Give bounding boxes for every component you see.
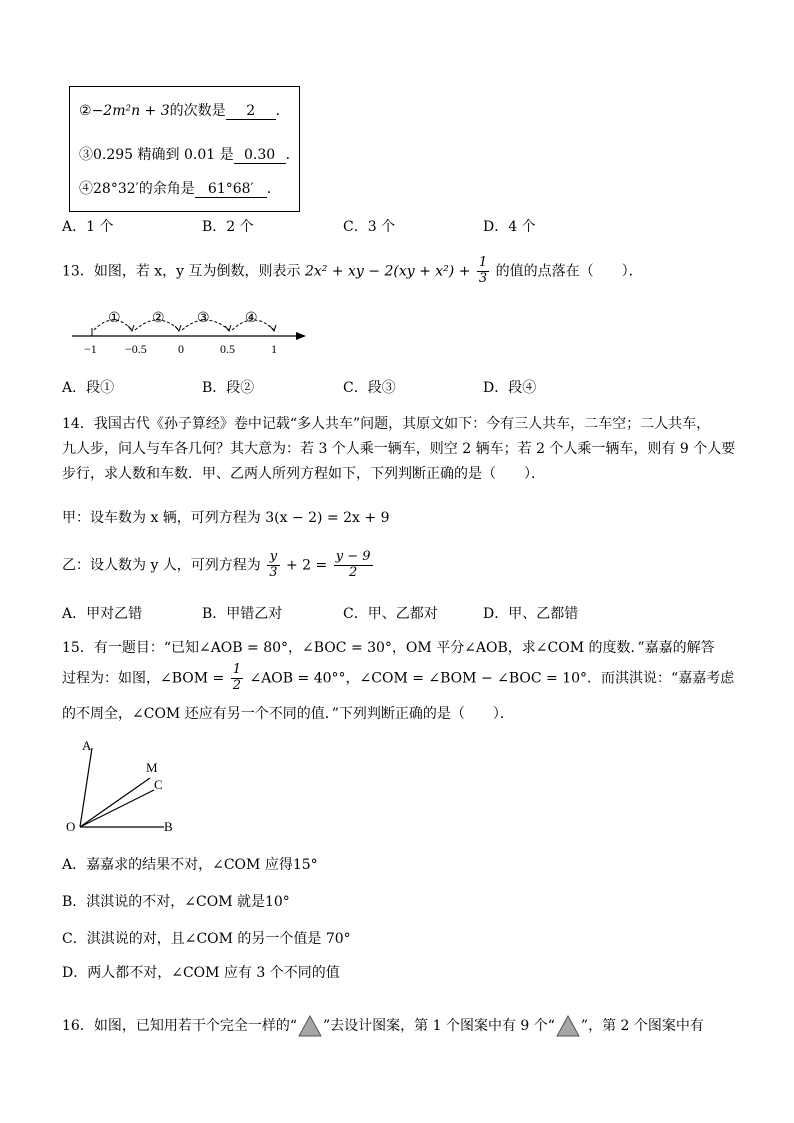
q13-stem-end: 的值的点落在（ ）．: [495, 263, 643, 280]
segment-label-4: ④: [245, 311, 258, 326]
q13-stem: [62, 256, 643, 287]
statement-2-answer: 2: [226, 103, 276, 120]
q14-jia-equation: 甲：设车数为 x 辆，可列方程为 3(x − 2) = 2x + 9: [62, 510, 390, 526]
q16-text-end: ”，第 2 个图案中有: [580, 1018, 704, 1034]
q13-number-line: [62, 302, 322, 360]
q15-fraction: [231, 663, 243, 694]
q14-yi-text: 乙：设人数为 y 人，可列方程为: [62, 557, 261, 574]
q16-text-start: 16．如图，已知用若干个完全一样的“: [62, 1018, 297, 1034]
statement-3: ③0.295 精确到 0.01 是 0.30 ．: [79, 147, 300, 163]
q14-yi-mid: + 2 =: [286, 557, 328, 574]
q15-option-c[interactable]: C．淇淇说的对，且∠COM 的另一个值是 70°: [62, 931, 351, 947]
q12-option-b[interactable]: B．2 个: [202, 219, 254, 235]
q13-fraction-den: 3: [478, 270, 488, 286]
q15-line-2-end: ∠AOB = 40°°，∠COM = ∠BOM − ∠BOC = 10°．而淇淇说：“嘉嘉考虑: [249, 670, 735, 687]
statement-4-answer: 61°68′: [195, 181, 267, 198]
statement-4-text: ④28°32′的余角是: [79, 181, 195, 197]
q13-option-b[interactable]: B．段②: [202, 380, 255, 396]
statement-2-text: 的次数是: [169, 103, 226, 119]
point-label-c: C: [154, 777, 163, 792]
tick-label-0: 0: [178, 342, 184, 356]
q14-option-c[interactable]: C．甲、乙都对: [343, 606, 438, 622]
statement-2-expression: −2m²n + 3: [91, 103, 170, 119]
q14-option-d[interactable]: D．甲、乙都错: [483, 606, 579, 622]
q15-angle-figure: [62, 738, 192, 840]
q15-line-2-start: 过程为：如图，∠BOM =: [62, 670, 225, 687]
statement-4: ④28°32′的余角是 61°68′ ．: [79, 181, 281, 197]
q14-option-a[interactable]: A．甲对乙错: [62, 606, 143, 622]
q13-expression: 2x² + xy − 2(xy + x²) +: [304, 263, 471, 280]
q13-fraction: [477, 256, 489, 287]
statement-3-text: ③0.295 精确到 0.01 是: [79, 147, 234, 163]
point-label-m: M: [146, 760, 158, 775]
q16-text-mid: ”去设计图案，第 1 个图案中有 9 个“: [322, 1018, 555, 1034]
q13-option-c[interactable]: C．段③: [343, 380, 396, 396]
q13-option-d[interactable]: D．段④: [483, 380, 537, 396]
q15-option-d[interactable]: D．两人都不对，∠COM 应有 3 个不同的值: [62, 965, 340, 981]
q13-option-a[interactable]: A．段①: [62, 380, 115, 396]
q14-fraction-2: [334, 550, 373, 581]
q14-option-b[interactable]: B．甲错乙对: [202, 606, 283, 622]
q16-stem: [62, 1014, 704, 1038]
q14-fraction-1-den: 3: [269, 564, 278, 580]
q14-line-3: 步行，求人数和车数．甲、乙两人所列方程如下，下列判断正确的是（ ）．: [62, 466, 545, 482]
q12-option-c[interactable]: C．3 个: [343, 219, 396, 235]
q12-option-d[interactable]: D．4 个: [483, 219, 536, 235]
q15-line-1: 15．有一题目：“已知∠AOB = 80°，∠BOC = 30°，OM 平分∠AOB，求∠COM 的度数．”嘉嘉的解答: [62, 640, 715, 656]
q14-fraction-1: [267, 550, 279, 581]
point-label-a: A: [82, 738, 92, 753]
tick-label-1: 1: [271, 342, 277, 356]
statement-3-answer: 0.30: [234, 147, 286, 164]
q15-line-2: [62, 663, 734, 694]
q13-fraction-num: 1: [478, 255, 488, 270]
q13-stem-text: 13．如图，若 x，y 互为倒数，则表示: [62, 263, 301, 280]
statement-2: ②−2m²n + 3的次数是 2 ．: [79, 103, 290, 119]
q15-fraction-den: 2: [232, 677, 242, 693]
q15-option-b[interactable]: B．淇淇说的不对，∠COM 就是10°: [62, 894, 290, 910]
tick-label-neg05: −0.5: [125, 342, 147, 356]
gray-triangle-icon: [297, 1014, 323, 1038]
tick-label-neg1: −1: [84, 342, 97, 356]
q14-fraction-2-den: 2: [348, 564, 358, 580]
q14-line-1: 14．我国古代《孙子算经》卷中记载“多人共车”问题，其原文如下：今有三人共车，二车空；二人共车，: [62, 416, 711, 432]
segment-label-2: ②: [152, 311, 165, 326]
q15-fraction-num: 1: [232, 662, 242, 677]
q15-option-a[interactable]: A．嘉嘉求的结果不对，∠COM 应得15°: [62, 857, 318, 873]
segment-label-3: ③: [197, 311, 210, 326]
q14-yi-equation: [62, 550, 375, 581]
point-label-b: B: [164, 819, 173, 834]
q14-fraction-1-num: y: [267, 550, 279, 566]
q12-option-a[interactable]: A．1 个: [62, 219, 114, 235]
segment-label-1: ①: [108, 311, 121, 326]
q15-line-3: 的不周全，∠COM 还应有另一个不同的值．”下列判断正确的是（ ）．: [62, 706, 514, 722]
point-label-o: O: [66, 819, 76, 834]
q14-line-2: 九人步，问人与车各几何？其大意为：若 3 个人乘一辆车，则空 2 辆车；若 2 个人乘一辆车，则有 9 个人要: [62, 441, 736, 457]
q12-statements-box: [69, 86, 300, 212]
gray-triangle-icon: [555, 1014, 581, 1038]
tick-label-05: 0.5: [220, 342, 235, 356]
statement-2-number: ②: [79, 103, 92, 119]
q14-fraction-2-num: y − 9: [335, 549, 371, 564]
